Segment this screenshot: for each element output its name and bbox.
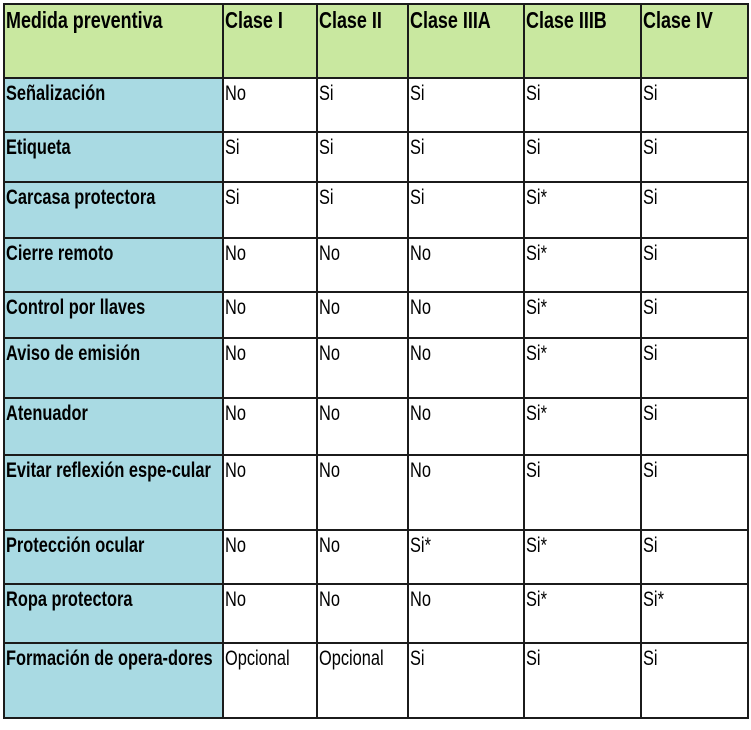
table-row [4, 338, 748, 398]
row-label-cell: Etiqueta [4, 132, 223, 182]
table-cell: No [223, 238, 317, 292]
table-cell: Si [641, 78, 748, 132]
table-cell: Si [317, 132, 408, 182]
table-cell: No [317, 530, 408, 584]
header-cell-class-iiib: Clase IIIB [524, 4, 641, 78]
table-row [4, 78, 748, 132]
table-cell: Si [641, 398, 748, 455]
row-label-cell: Cierre remoto [4, 238, 223, 292]
table-cell: Si [524, 455, 641, 530]
table-cell: Si [641, 132, 748, 182]
table-cell: No [317, 455, 408, 530]
preventive-measures-table [3, 3, 749, 719]
table-cell: Si* [524, 238, 641, 292]
table-cell: No [408, 292, 524, 338]
table-cell: Si* [524, 338, 641, 398]
table-cell: No [317, 292, 408, 338]
row-label-cell: Control por llaves [4, 292, 223, 338]
table-row [4, 238, 748, 292]
table-cell: No [408, 238, 524, 292]
row-label-cell: Carcasa protectora [4, 182, 223, 238]
table-cell: Si [641, 238, 748, 292]
table-cell: No [408, 338, 524, 398]
table-cell: Si [641, 455, 748, 530]
table-cell: Si [524, 643, 641, 718]
table-cell: Si [223, 182, 317, 238]
table-cell: No [223, 530, 317, 584]
row-label-cell: Aviso de emisión [4, 338, 223, 398]
table-cell: No [223, 78, 317, 132]
row-label-cell: Protección ocular [4, 530, 223, 584]
table-cell: No [408, 398, 524, 455]
table-row [4, 455, 748, 530]
table-cell: No [408, 455, 524, 530]
table-row [4, 182, 748, 238]
header-cell-measure: Medida preventiva [4, 4, 223, 78]
table-cell: Si* [524, 530, 641, 584]
table-cell: Si [641, 643, 748, 718]
table-cell: Si* [641, 584, 748, 643]
row-label-cell: Atenuador [4, 398, 223, 455]
table-cell: No [223, 338, 317, 398]
table-row [4, 292, 748, 338]
table-cell: Si* [524, 398, 641, 455]
table-cell: Si* [408, 530, 524, 584]
table-cell: Si* [524, 182, 641, 238]
table-cell: Opcional [317, 643, 408, 718]
table-cell: No [223, 292, 317, 338]
table-row [4, 643, 748, 718]
table-cell: No [223, 455, 317, 530]
table-cell: Opcional [223, 643, 317, 718]
table-cell: Si [641, 338, 748, 398]
table-cell: No [317, 338, 408, 398]
header-cell-class-iiia: Clase IIIA [408, 4, 524, 78]
table-cell: No [317, 584, 408, 643]
table-cell: Si [524, 78, 641, 132]
table-row [4, 398, 748, 455]
table-cell: Si [408, 182, 524, 238]
table-cell: Si [408, 78, 524, 132]
table-cell: Si [317, 182, 408, 238]
table-cell: Si [223, 132, 317, 182]
table-cell: Si [408, 643, 524, 718]
table-cell: Si [641, 530, 748, 584]
table-cell: Si* [524, 584, 641, 643]
header-cell-class-ii: Clase II [317, 4, 408, 78]
row-label-cell: Ropa protectora [4, 584, 223, 643]
table-row [4, 530, 748, 584]
table-cell: Si [317, 78, 408, 132]
header-cell-class-i: Clase I [223, 4, 317, 78]
table-cell: Si [641, 182, 748, 238]
table-row [4, 584, 748, 643]
row-label-cell: Formación de opera-dores [4, 643, 223, 718]
table-cell: No [317, 398, 408, 455]
table-cell: No [223, 398, 317, 455]
table-cell: No [408, 584, 524, 643]
table-row [4, 132, 748, 182]
table-cell: Si [524, 132, 641, 182]
row-label-cell: Evitar reflexión espe-cular [4, 455, 223, 530]
table-cell: No [317, 238, 408, 292]
header-row [4, 4, 748, 78]
table-cell: Si [408, 132, 524, 182]
table-cell: No [223, 584, 317, 643]
header-cell-class-iv: Clase IV [641, 4, 748, 78]
table-cell: Si* [524, 292, 641, 338]
row-label-cell: Señalización [4, 78, 223, 132]
table-cell: Si [641, 292, 748, 338]
